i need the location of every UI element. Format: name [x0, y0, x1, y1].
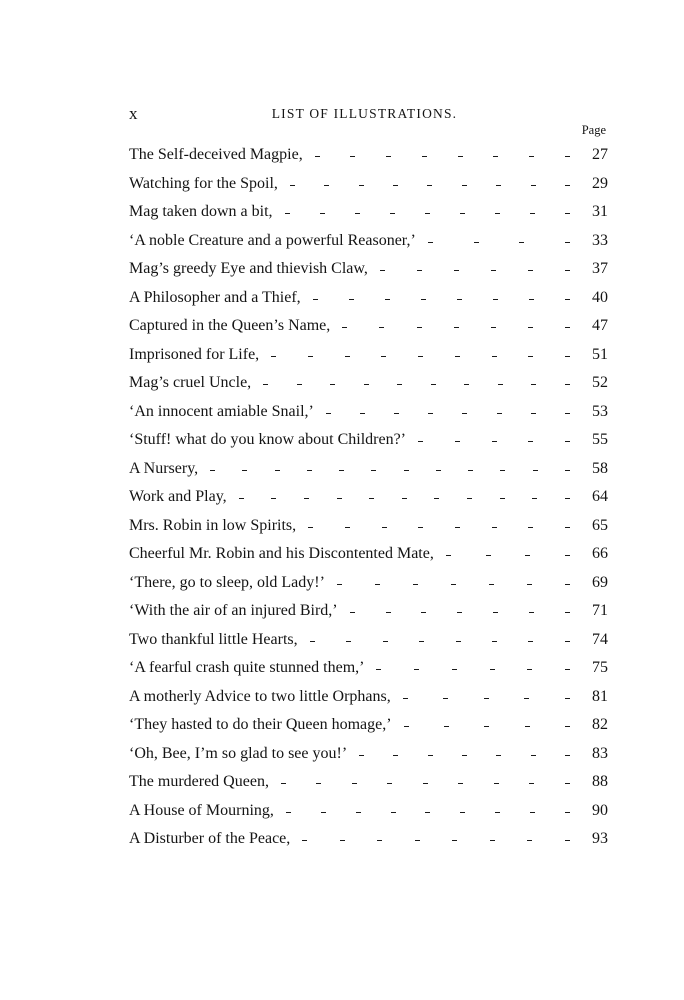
illustration-title: ‘Stuff! what do you know about Children?’ — [129, 431, 406, 449]
page-column-label: Page — [581, 123, 606, 137]
page-number: 58 — [592, 459, 608, 477]
list-item — [129, 540, 608, 569]
list-item — [129, 626, 608, 655]
illustration-title: ‘A noble Creature and a powerful Reasoner,’ — [129, 231, 416, 249]
list-item — [129, 512, 608, 541]
list-item — [129, 483, 608, 512]
list-item — [129, 426, 608, 455]
illustration-title: The murdered Queen, — [129, 773, 269, 791]
page-number: 69 — [592, 573, 608, 591]
dot-leader — [304, 638, 584, 642]
running-head: LIST OF ILLUSTRATIONS. — [271, 106, 458, 121]
list-item — [129, 284, 608, 313]
illustration-title: ‘Oh, Bee, I’m so glad to see you!’ — [129, 744, 348, 762]
page-folio: x — [129, 104, 138, 123]
illustration-title: A Philosopher and a Thief, — [129, 288, 301, 306]
page-number: 93 — [592, 830, 608, 848]
list-item — [129, 768, 608, 797]
list-item — [129, 740, 608, 769]
list-item — [129, 369, 608, 398]
list-item — [129, 825, 608, 854]
dot-leader — [440, 552, 584, 556]
illustration-title: Two thankful little Hearts, — [129, 630, 298, 648]
illustration-title: Cheerful Mr. Robin and his Discontented Mate, — [129, 545, 434, 563]
illustration-title: Mag’s cruel Uncle, — [129, 374, 252, 392]
dot-leader — [302, 524, 584, 528]
list-item — [129, 312, 608, 341]
page-number: 53 — [592, 402, 608, 420]
page-number: 27 — [592, 146, 608, 164]
dot-leader — [370, 666, 584, 670]
dot-leader — [279, 210, 584, 214]
list-item — [129, 170, 608, 199]
illustration-title: The Self-deceived Magpie, — [129, 146, 303, 164]
page-number: 29 — [592, 174, 608, 192]
list-item — [129, 797, 608, 826]
illustrations-list — [129, 141, 608, 854]
illustration-title: Mag’s greedy Eye and thievish Claw, — [129, 260, 368, 278]
page-number: 31 — [592, 203, 608, 221]
illustration-title: Imprisoned for Life, — [129, 345, 260, 363]
illustration-title: Work and Play, — [129, 488, 227, 506]
page-number: 88 — [592, 773, 608, 791]
list-item — [129, 569, 608, 598]
illustration-title: A House of Mourning, — [129, 801, 274, 819]
dot-leader — [265, 353, 584, 357]
illustration-title: A motherly Advice to two little Orphans, — [129, 687, 391, 705]
page-number: 55 — [592, 431, 608, 449]
dot-leader — [307, 296, 584, 300]
dot-leader — [412, 438, 584, 442]
dot-leader — [336, 324, 584, 328]
page-number: 83 — [592, 744, 608, 762]
page-number: 75 — [592, 659, 608, 677]
list-item — [129, 398, 608, 427]
illustration-title: ‘They hasted to do their Queen homage,’ — [129, 716, 392, 734]
dot-leader — [353, 752, 584, 756]
illustration-title: ‘An innocent amiable Snail,’ — [129, 402, 314, 420]
page-number: 71 — [592, 602, 608, 620]
list-item — [129, 341, 608, 370]
list-item — [129, 198, 608, 227]
list-item — [129, 597, 608, 626]
page-number: 66 — [592, 545, 608, 563]
list-item — [129, 683, 608, 712]
page-number: 52 — [592, 374, 608, 392]
list-item — [129, 654, 608, 683]
page-number: 74 — [592, 630, 608, 648]
dot-leader — [374, 267, 584, 271]
illustration-title: A Disturber of the Peace, — [129, 830, 291, 848]
dot-leader — [204, 467, 584, 471]
dot-leader — [398, 723, 584, 727]
illustration-title: A Nursery, — [129, 459, 199, 477]
list-item — [129, 141, 608, 170]
dot-leader — [309, 153, 584, 157]
page-number: 37 — [592, 260, 608, 278]
list-item — [129, 255, 608, 284]
dot-leader — [397, 695, 584, 699]
dot-leader — [344, 609, 584, 613]
dot-leader — [280, 809, 584, 813]
page-number: 65 — [592, 516, 608, 534]
page-number: 82 — [592, 716, 608, 734]
page-number: 51 — [592, 345, 608, 363]
illustration-title: ‘There, go to sleep, old Lady!’ — [129, 573, 325, 591]
dot-leader — [320, 410, 584, 414]
list-item — [129, 227, 608, 256]
page-number: 33 — [592, 231, 608, 249]
list-item — [129, 455, 608, 484]
illustration-title: Mrs. Robin in low Spirits, — [129, 516, 297, 534]
illustration-title: ‘A fearful crash quite stunned them,’ — [129, 659, 365, 677]
page-number: 64 — [592, 488, 608, 506]
dot-leader — [422, 239, 584, 243]
page-number: 90 — [592, 801, 608, 819]
illustration-title: Mag taken down a bit, — [129, 203, 273, 221]
illustration-title: Watching for the Spoil, — [129, 174, 278, 192]
dot-leader — [275, 780, 584, 784]
dot-leader — [296, 837, 584, 841]
page-number: 81 — [592, 687, 608, 705]
illustration-title: ‘With the air of an injured Bird,’ — [129, 602, 338, 620]
illustration-title: Captured in the Queen’s Name, — [129, 317, 331, 335]
dot-leader — [233, 495, 584, 499]
dot-leader — [331, 581, 584, 585]
dot-leader — [284, 182, 584, 186]
page-number: 40 — [592, 288, 608, 306]
dot-leader — [257, 381, 584, 385]
list-item — [129, 711, 608, 740]
page-number: 47 — [592, 317, 608, 335]
